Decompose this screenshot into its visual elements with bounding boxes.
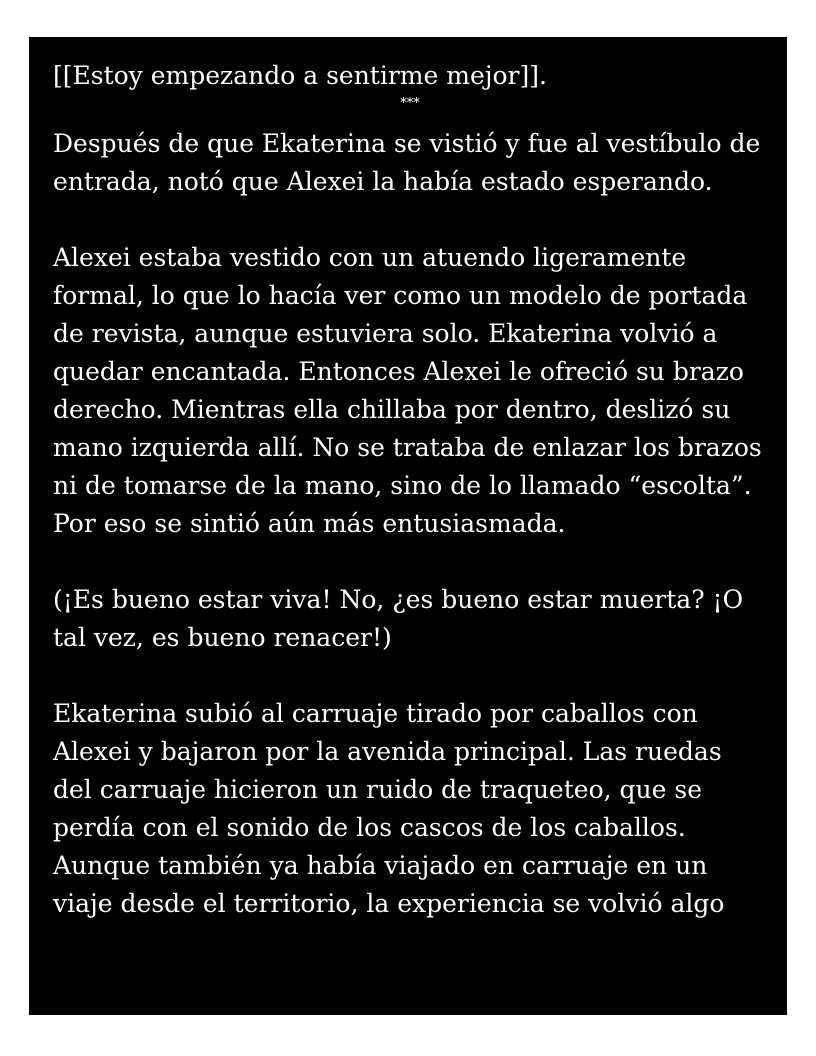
section-separator: ***	[400, 96, 420, 111]
paragraph-gap	[53, 201, 767, 239]
paragraph-4: Ekaterina subió al carruaje tirado por caballos con Alexei y bajaron por la avenida principal. Las ruedas del carruaje hicieron un ruido de traqueteo, que se perdía con el sonido de los cascos de los caballos. Aunque también ya había viajado en carruaje en un viaje desde el territorio, la experiencia se volvió algo	[53, 699, 725, 918]
text-panel	[29, 37, 787, 1015]
paragraph-3: (¡Es bueno estar viva! No, ¿es bueno estar muerta? ¡O tal vez, es bueno renacer!)	[53, 585, 744, 652]
paragraph-gap	[53, 543, 767, 581]
paragraph-2: Alexei estaba vestido con un atuendo ligeramente formal, lo que lo hacía ver como un modelo de portada de revista, aunque estuviera solo. Ekaterina volvió a quedar encantada. Entonces Alexei le ofreció su brazo derecho. Mientras ella chillaba por dentro, deslizó su mano izquierda allí. No se trataba de enlazar los brazos ni de tomarse de la mano, sino de lo llamado “escolta”. Por eso se sintió aún más entusiasmada.	[53, 243, 762, 538]
paragraph-gap	[53, 657, 767, 695]
paragraph-1: Después de que Ekaterina se vistió y fue al vestíbulo de entrada, notó que Alexei la había estado esperando.	[53, 129, 761, 196]
opening-line: [[Estoy empezando a sentirme mejor]].	[53, 61, 547, 90]
